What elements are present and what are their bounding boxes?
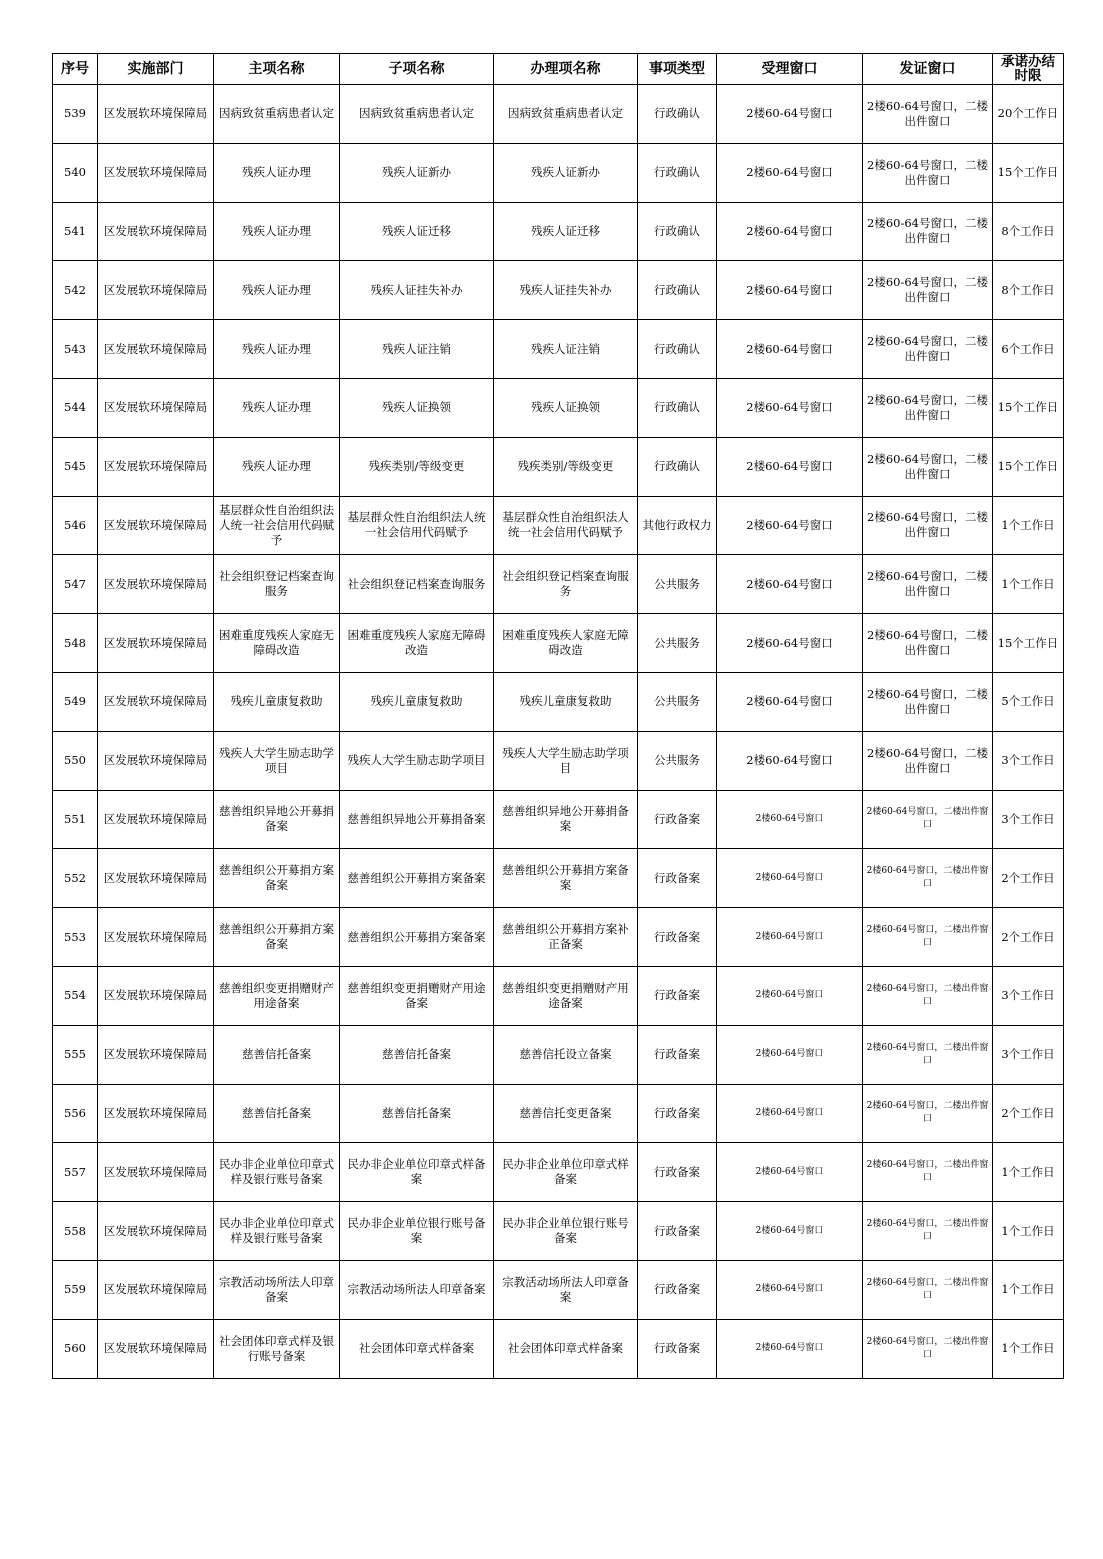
- main-name-cell: 残疾人证办理: [214, 378, 340, 437]
- row-number-cell: 543: [53, 320, 98, 379]
- main-name-cell: 因病致贫重病患者认定: [214, 85, 340, 144]
- accept-window-cell: 2楼60-64号窗口: [717, 1025, 863, 1084]
- table-body: [53, 85, 1064, 1379]
- issue-window-cell: 2楼60-64号窗口，二楼出件窗口: [863, 849, 993, 908]
- accept-window-cell: 2楼60-64号窗口: [717, 261, 863, 320]
- dept-cell: 区发展软环境保障局: [98, 672, 214, 731]
- issue-window-cell: 2楼60-64号窗口，二楼出件窗口: [863, 85, 993, 144]
- time-limit-cell: 1个工作日: [993, 1143, 1064, 1202]
- item-name-cell: 社会团体印章式样备案: [494, 1319, 638, 1378]
- table-row: [53, 908, 1064, 967]
- accept-window-cell: 2楼60-64号窗口: [717, 496, 863, 555]
- time-limit-cell: 1个工作日: [993, 496, 1064, 555]
- row-number-cell: 544: [53, 378, 98, 437]
- sub-name-cell: 残疾人证注销: [340, 320, 494, 379]
- main-name-cell: 宗教活动场所法人印章备案: [214, 1260, 340, 1319]
- accept-window-cell: 2楼60-64号窗口: [717, 966, 863, 1025]
- type-cell: 行政备案: [638, 790, 717, 849]
- row-number-cell: 557: [53, 1143, 98, 1202]
- row-number-cell: 546: [53, 496, 98, 555]
- header-dept: 实施部门: [98, 54, 214, 85]
- type-cell: 行政备案: [638, 1260, 717, 1319]
- sub-name-cell: 慈善组织变更捐赠财产用途备案: [340, 966, 494, 1025]
- sub-name-cell: 残疾人大学生励志助学项目: [340, 731, 494, 790]
- row-number-cell: 551: [53, 790, 98, 849]
- type-cell: 行政备案: [638, 1202, 717, 1261]
- dept-cell: 区发展软环境保障局: [98, 496, 214, 555]
- header-issue-window: 发证窗口: [863, 54, 993, 85]
- issue-window-cell: 2楼60-64号窗口，二楼出件窗口: [863, 555, 993, 614]
- accept-window-cell: 2楼60-64号窗口: [717, 143, 863, 202]
- row-number-cell: 553: [53, 908, 98, 967]
- main-name-cell: 民办非企业单位印章式样及银行账号备案: [214, 1143, 340, 1202]
- row-number-cell: 549: [53, 672, 98, 731]
- type-cell: 行政确认: [638, 202, 717, 261]
- time-limit-cell: 5个工作日: [993, 672, 1064, 731]
- accept-window-cell: 2楼60-64号窗口: [717, 1084, 863, 1143]
- table-row: [53, 261, 1064, 320]
- row-number-cell: 545: [53, 437, 98, 496]
- issue-window-cell: 2楼60-64号窗口，二楼出件窗口: [863, 1025, 993, 1084]
- issue-window-cell: 2楼60-64号窗口，二楼出件窗口: [863, 1319, 993, 1378]
- item-name-cell: 残疾类别/等级变更: [494, 437, 638, 496]
- sub-name-cell: 基层群众性自治组织法人统一社会信用代码赋予: [340, 496, 494, 555]
- dept-cell: 区发展软环境保障局: [98, 202, 214, 261]
- table-row: [53, 1260, 1064, 1319]
- issue-window-cell: 2楼60-64号窗口，二楼出件窗口: [863, 966, 993, 1025]
- sub-name-cell: 社会组织登记档案查询服务: [340, 555, 494, 614]
- type-cell: 行政备案: [638, 1143, 717, 1202]
- type-cell: 公共服务: [638, 614, 717, 673]
- issue-window-cell: 2楼60-64号窗口，二楼出件窗口: [863, 731, 993, 790]
- accept-window-cell: 2楼60-64号窗口: [717, 790, 863, 849]
- row-number-cell: 550: [53, 731, 98, 790]
- item-name-cell: 残疾人证注销: [494, 320, 638, 379]
- table-row: [53, 790, 1064, 849]
- sub-name-cell: 困难重度残疾人家庭无障碍改造: [340, 614, 494, 673]
- dept-cell: 区发展软环境保障局: [98, 908, 214, 967]
- dept-cell: 区发展软环境保障局: [98, 1202, 214, 1261]
- time-limit-cell: 1个工作日: [993, 1202, 1064, 1261]
- accept-window-cell: 2楼60-64号窗口: [717, 1260, 863, 1319]
- dept-cell: 区发展软环境保障局: [98, 1084, 214, 1143]
- time-limit-cell: 8个工作日: [993, 261, 1064, 320]
- accept-window-cell: 2楼60-64号窗口: [717, 555, 863, 614]
- header-type: 事项类型: [638, 54, 717, 85]
- main-name-cell: 慈善组织公开募捐方案备案: [214, 849, 340, 908]
- type-cell: 行政备案: [638, 908, 717, 967]
- type-cell: 公共服务: [638, 555, 717, 614]
- main-name-cell: 社会组织登记档案查询服务: [214, 555, 340, 614]
- type-cell: 行政确认: [638, 320, 717, 379]
- row-number-cell: 558: [53, 1202, 98, 1261]
- type-cell: 公共服务: [638, 672, 717, 731]
- item-name-cell: 宗教活动场所法人印章备案: [494, 1260, 638, 1319]
- dept-cell: 区发展软环境保障局: [98, 614, 214, 673]
- accept-window-cell: 2楼60-64号窗口: [717, 85, 863, 144]
- issue-window-cell: 2楼60-64号窗口，二楼出件窗口: [863, 496, 993, 555]
- dept-cell: 区发展软环境保障局: [98, 437, 214, 496]
- table-row: [53, 672, 1064, 731]
- dept-cell: 区发展软环境保障局: [98, 1025, 214, 1084]
- sub-name-cell: 慈善组织公开募捐方案备案: [340, 908, 494, 967]
- header-sub-name: 子项名称: [340, 54, 494, 85]
- accept-window-cell: 2楼60-64号窗口: [717, 672, 863, 731]
- accept-window-cell: 2楼60-64号窗口: [717, 378, 863, 437]
- time-limit-cell: 2个工作日: [993, 1084, 1064, 1143]
- issue-window-cell: 2楼60-64号窗口，二楼出件窗口: [863, 1143, 993, 1202]
- time-limit-cell: 1个工作日: [993, 555, 1064, 614]
- time-limit-cell: 15个工作日: [993, 437, 1064, 496]
- main-name-cell: 民办非企业单位印章式样及银行账号备案: [214, 1202, 340, 1261]
- issue-window-cell: 2楼60-64号窗口，二楼出件窗口: [863, 261, 993, 320]
- header-no: 序号: [53, 54, 98, 85]
- time-limit-cell: 3个工作日: [993, 966, 1064, 1025]
- time-limit-cell: 20个工作日: [993, 85, 1064, 144]
- type-cell: 公共服务: [638, 731, 717, 790]
- sub-name-cell: 残疾人证换领: [340, 378, 494, 437]
- item-name-cell: 残疾人证换领: [494, 378, 638, 437]
- time-limit-cell: 3个工作日: [993, 790, 1064, 849]
- item-name-cell: 慈善组织变更捐赠财产用途备案: [494, 966, 638, 1025]
- row-number-cell: 559: [53, 1260, 98, 1319]
- header-accept-window: 受理窗口: [717, 54, 863, 85]
- sub-name-cell: 慈善信托备案: [340, 1084, 494, 1143]
- type-cell: 行政确认: [638, 378, 717, 437]
- row-number-cell: 540: [53, 143, 98, 202]
- dept-cell: 区发展软环境保障局: [98, 143, 214, 202]
- type-cell: 行政备案: [638, 1025, 717, 1084]
- type-cell: 行政确认: [638, 85, 717, 144]
- row-number-cell: 555: [53, 1025, 98, 1084]
- row-number-cell: 552: [53, 849, 98, 908]
- service-items-table: [52, 53, 1064, 1379]
- item-name-cell: 残疾人证迁移: [494, 202, 638, 261]
- type-cell: 行政确认: [638, 437, 717, 496]
- main-name-cell: 残疾儿童康复救助: [214, 672, 340, 731]
- main-name-cell: 残疾人证办理: [214, 437, 340, 496]
- table-row: [53, 202, 1064, 261]
- issue-window-cell: 2楼60-64号窗口，二楼出件窗口: [863, 790, 993, 849]
- item-name-cell: 社会组织登记档案查询服务: [494, 555, 638, 614]
- item-name-cell: 因病致贫重病患者认定: [494, 85, 638, 144]
- sub-name-cell: 残疾人证挂失补办: [340, 261, 494, 320]
- item-name-cell: 残疾人证挂失补办: [494, 261, 638, 320]
- dept-cell: 区发展软环境保障局: [98, 731, 214, 790]
- sub-name-cell: 慈善组织公开募捐方案备案: [340, 849, 494, 908]
- table-row: [53, 849, 1064, 908]
- item-name-cell: 慈善组织异地公开募捐备案: [494, 790, 638, 849]
- time-limit-cell: 1个工作日: [993, 1319, 1064, 1378]
- issue-window-cell: 2楼60-64号窗口，二楼出件窗口: [863, 143, 993, 202]
- main-name-cell: 慈善组织变更捐赠财产用途备案: [214, 966, 340, 1025]
- accept-window-cell: 2楼60-64号窗口: [717, 320, 863, 379]
- accept-window-cell: 2楼60-64号窗口: [717, 849, 863, 908]
- dept-cell: 区发展软环境保障局: [98, 378, 214, 437]
- accept-window-cell: 2楼60-64号窗口: [717, 1319, 863, 1378]
- table-row: [53, 1202, 1064, 1261]
- item-name-cell: 慈善组织公开募捐方案备案: [494, 849, 638, 908]
- main-name-cell: 残疾人证办理: [214, 202, 340, 261]
- sub-name-cell: 残疾人证迁移: [340, 202, 494, 261]
- dept-cell: 区发展软环境保障局: [98, 790, 214, 849]
- dept-cell: 区发展软环境保障局: [98, 320, 214, 379]
- row-number-cell: 547: [53, 555, 98, 614]
- main-name-cell: 慈善组织公开募捐方案备案: [214, 908, 340, 967]
- sub-name-cell: 残疾类别/等级变更: [340, 437, 494, 496]
- main-name-cell: 残疾人证办理: [214, 143, 340, 202]
- sub-name-cell: 慈善组织异地公开募捐备案: [340, 790, 494, 849]
- dept-cell: 区发展软环境保障局: [98, 849, 214, 908]
- dept-cell: 区发展软环境保障局: [98, 555, 214, 614]
- item-name-cell: 困难重度残疾人家庭无障碍改造: [494, 614, 638, 673]
- header-item-name: 办理项名称: [494, 54, 638, 85]
- type-cell: 行政备案: [638, 1319, 717, 1378]
- table-row: [53, 614, 1064, 673]
- main-name-cell: 慈善组织异地公开募捐备案: [214, 790, 340, 849]
- accept-window-cell: 2楼60-64号窗口: [717, 437, 863, 496]
- issue-window-cell: 2楼60-64号窗口，二楼出件窗口: [863, 1202, 993, 1261]
- table-row: [53, 1025, 1064, 1084]
- main-name-cell: 残疾人证办理: [214, 320, 340, 379]
- main-name-cell: 慈善信托备案: [214, 1025, 340, 1084]
- sub-name-cell: 民办非企业单位银行账号备案: [340, 1202, 494, 1261]
- issue-window-cell: 2楼60-64号窗口，二楼出件窗口: [863, 672, 993, 731]
- header-main-name: 主项名称: [214, 54, 340, 85]
- table-row: [53, 1143, 1064, 1202]
- type-cell: 行政确认: [638, 261, 717, 320]
- table-row: [53, 555, 1064, 614]
- item-name-cell: 民办非企业单位印章式样备案: [494, 1143, 638, 1202]
- dept-cell: 区发展软环境保障局: [98, 966, 214, 1025]
- table-row: [53, 966, 1064, 1025]
- time-limit-cell: 15个工作日: [993, 614, 1064, 673]
- accept-window-cell: 2楼60-64号窗口: [717, 908, 863, 967]
- table-row: [53, 143, 1064, 202]
- row-number-cell: 548: [53, 614, 98, 673]
- time-limit-cell: 6个工作日: [993, 320, 1064, 379]
- sub-name-cell: 因病致贫重病患者认定: [340, 85, 494, 144]
- issue-window-cell: 2楼60-64号窗口，二楼出件窗口: [863, 908, 993, 967]
- type-cell: 行政备案: [638, 849, 717, 908]
- table-row: [53, 1084, 1064, 1143]
- sub-name-cell: 慈善信托备案: [340, 1025, 494, 1084]
- header-time-limit: 承诺办结时限: [993, 54, 1064, 85]
- type-cell: 行政备案: [638, 966, 717, 1025]
- sub-name-cell: 残疾人证新办: [340, 143, 494, 202]
- sub-name-cell: 残疾儿童康复救助: [340, 672, 494, 731]
- issue-window-cell: 2楼60-64号窗口，二楼出件窗口: [863, 1260, 993, 1319]
- time-limit-cell: 15个工作日: [993, 143, 1064, 202]
- issue-window-cell: 2楼60-64号窗口，二楼出件窗口: [863, 614, 993, 673]
- dept-cell: 区发展软环境保障局: [98, 1143, 214, 1202]
- item-name-cell: 慈善信托设立备案: [494, 1025, 638, 1084]
- main-name-cell: 基层群众性自治组织法人统一社会信用代码赋予: [214, 496, 340, 555]
- table-row: [53, 437, 1064, 496]
- row-number-cell: 554: [53, 966, 98, 1025]
- item-name-cell: 民办非企业单位银行账号备案: [494, 1202, 638, 1261]
- time-limit-cell: 15个工作日: [993, 378, 1064, 437]
- type-cell: 其他行政权力: [638, 496, 717, 555]
- issue-window-cell: 2楼60-64号窗口，二楼出件窗口: [863, 378, 993, 437]
- item-name-cell: 慈善组织公开募捐方案补正备案: [494, 908, 638, 967]
- time-limit-cell: 2个工作日: [993, 849, 1064, 908]
- main-name-cell: 困难重度残疾人家庭无障碍改造: [214, 614, 340, 673]
- accept-window-cell: 2楼60-64号窗口: [717, 614, 863, 673]
- accept-window-cell: 2楼60-64号窗口: [717, 731, 863, 790]
- main-name-cell: 残疾人大学生励志助学项目: [214, 731, 340, 790]
- table-row: [53, 1319, 1064, 1378]
- row-number-cell: 541: [53, 202, 98, 261]
- dept-cell: 区发展软环境保障局: [98, 261, 214, 320]
- row-number-cell: 556: [53, 1084, 98, 1143]
- dept-cell: 区发展软环境保障局: [98, 1319, 214, 1378]
- time-limit-cell: 3个工作日: [993, 731, 1064, 790]
- sub-name-cell: 宗教活动场所法人印章备案: [340, 1260, 494, 1319]
- issue-window-cell: 2楼60-64号窗口，二楼出件窗口: [863, 202, 993, 261]
- type-cell: 行政备案: [638, 1084, 717, 1143]
- time-limit-cell: 1个工作日: [993, 1260, 1064, 1319]
- type-cell: 行政确认: [638, 143, 717, 202]
- main-name-cell: 残疾人证办理: [214, 261, 340, 320]
- issue-window-cell: 2楼60-64号窗口，二楼出件窗口: [863, 437, 993, 496]
- time-limit-cell: 2个工作日: [993, 908, 1064, 967]
- main-name-cell: 慈善信托备案: [214, 1084, 340, 1143]
- accept-window-cell: 2楼60-64号窗口: [717, 202, 863, 261]
- item-name-cell: 残疾人大学生励志助学项目: [494, 731, 638, 790]
- issue-window-cell: 2楼60-64号窗口，二楼出件窗口: [863, 320, 993, 379]
- row-number-cell: 560: [53, 1319, 98, 1378]
- table-row: [53, 85, 1064, 144]
- row-number-cell: 539: [53, 85, 98, 144]
- dept-cell: 区发展软环境保障局: [98, 1260, 214, 1319]
- dept-cell: 区发展软环境保障局: [98, 85, 214, 144]
- table-row: [53, 731, 1064, 790]
- sub-name-cell: 社会团体印章式样备案: [340, 1319, 494, 1378]
- table-row: [53, 496, 1064, 555]
- time-limit-cell: 8个工作日: [993, 202, 1064, 261]
- item-name-cell: 残疾人证新办: [494, 143, 638, 202]
- sub-name-cell: 民办非企业单位印章式样备案: [340, 1143, 494, 1202]
- item-name-cell: 慈善信托变更备案: [494, 1084, 638, 1143]
- accept-window-cell: 2楼60-64号窗口: [717, 1202, 863, 1261]
- table-header: [53, 54, 1064, 85]
- main-name-cell: 社会团体印章式样及银行账号备案: [214, 1319, 340, 1378]
- table-row: [53, 320, 1064, 379]
- row-number-cell: 542: [53, 261, 98, 320]
- table-row: [53, 378, 1064, 437]
- accept-window-cell: 2楼60-64号窗口: [717, 1143, 863, 1202]
- item-name-cell: 残疾儿童康复救助: [494, 672, 638, 731]
- header-row: [53, 54, 1064, 85]
- item-name-cell: 基层群众性自治组织法人统一社会信用代码赋予: [494, 496, 638, 555]
- issue-window-cell: 2楼60-64号窗口，二楼出件窗口: [863, 1084, 993, 1143]
- time-limit-cell: 3个工作日: [993, 1025, 1064, 1084]
